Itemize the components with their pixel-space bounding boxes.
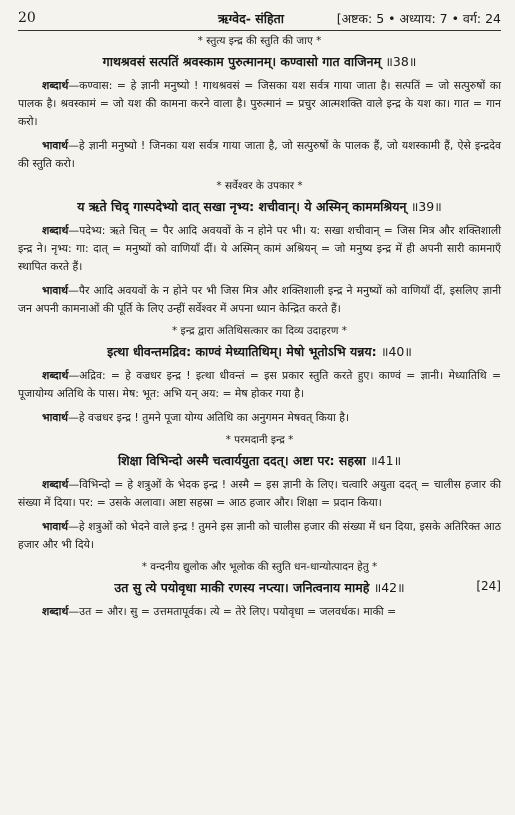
section-heading-40: * इन्द्र द्वारा अतिथिसत्कार का दिव्य उदाहरण * [171,325,348,337]
mantra-text: य ऋते चिद् गास्पदेभ्यो दात् सखा नृभ्य: शचीवान्। ये अस्मिन् काममश्रियन् [77,199,407,214]
bhavarth-39 [18,282,501,318]
mantra-40 [18,343,501,360]
shabdarth-label: शब्दार्थ [42,79,69,92]
shabdarth-text: —अद्रिव: = हे वज्रधर इन्द्र ! इत्था धीवन्तं = इस प्रकार स्तुति करते हुए। काण्वं = ज्ञानी। मेध्यातिथि = पूजायोग्य अतिथि के पास। मेष: भूत: अभि यन् अय: = मेष होकर गया है। [18,369,501,400]
mantra-39 [18,198,501,215]
section-heading-42: * वन्दनीय द्युलोक और भूलोक की स्तुति धन-धान्योत्पादन हेतु * [141,561,378,573]
bhavarth-text: —हे ज्ञानी मनुष्यो ! जिनका यश सर्वत्र गाया जाता है, जो सत्पुरुषों के पालक हैं, जो यशस्कामी हैं, ऐसे इन्द्रदेव की स्तुति करो। [18,139,501,170]
shabdarth-label: शब्दार्थ [42,478,69,491]
bhavarth-label: भावार्थ [42,411,69,424]
mantra-number: ॥38॥ [385,54,417,69]
mantra-number: ॥41॥ [370,453,402,468]
mantra-text: इत्था धीवन्तमद्रिव: काण्वं मेध्यातिथिम्। मेषो भूतोऽभि यन्नय: [107,344,377,359]
shabdarth-40 [18,367,501,403]
bhavarth-40 [18,409,501,427]
shabdarth-42 [18,603,501,621]
shabdarth-41 [18,476,501,512]
mantra-text: शिक्षा विभिन्दो अस्मै चत्वार्ययुता ददत्। अष्टा पर: सहस्रा [117,453,366,468]
mantra-text: उत सु त्ये पयोवृधा माकी रणस्य नप्त्या। जनित्वनाय मामहे [114,580,370,595]
mantra-41 [18,452,501,469]
bhavarth-text: —पैर आदि अवयवों के न होने पर भी जिस मित्र और शक्तिशाली इन्द्र ने मनुष्यों को वाणियाँ दीं, इसलिए ज्ञानी जन अपनी कामनाओं की पूर्ति के लिए उन्हीं सर्वेश्वर में अपना ध्यान केन्द्रित करते हैं। [18,284,501,315]
bhavarth-label: भावार्थ [42,139,69,152]
section-heading-39: * सर्वेश्वर के उपकार * [216,180,303,192]
shabdarth-label: शब्दार्थ [42,605,69,618]
shabdarth-38 [18,77,501,131]
bhavarth-38 [18,137,501,173]
shabdarth-text: —विभिन्दो = हे शत्रुओं के भेदक इन्द्र ! अस्मै = इस ज्ञानी के लिए। चत्वारि अयुता ददत् = चालीस हजार की संख्या में दिया। पर: = उसके अलावा। अष्टा सहस्रा = आठ हजार और। शिक्षा = प्रदान किया। [18,478,501,509]
varga-tag: [24] [476,579,501,593]
shabdarth-39 [18,222,501,276]
mantra-42 [18,579,501,596]
shabdarth-text: —पदेभ्य: ऋते चित् = पैर आदि अवयवों के न होने पर भी। य: सखा शचीवान् = जिस मित्र और शक्तिशाली इन्द्र ने। नृभ्य: गा: दात् = मनुष्यों को वाणियाँ दीं। ये अस्मिन् कामं अश्रियन् = जो मनुष्य इन्द्र में ही अपनी सारी कामनाएँ स्थापित करते हैं। [18,224,501,273]
shabdarth-text: —कण्वास: = हे ज्ञानी मनुष्यो ! गाथश्रवसं = जिसका यश सर्वत्र गाया जाता है। सत्पतिं = जो सत्पुरुषों का पालक है। श्रवस्कामं = जो यश की कामना करने वाला है। पुरुत्मानं = प्रचुर आत्मशक्ति वाले इन्द्र के यश का। गात = गान करो। [18,79,501,128]
bhavarth-label: भावार्थ [42,284,69,297]
page-title: ऋग्वेद- संहिता [218,11,284,26]
mantra-number: ॥42॥ [373,580,405,595]
section-heading-38: * स्तुत्य इन्द्र की स्तुति की जाए * [197,35,322,47]
shabdarth-label: शब्दार्थ [42,224,69,237]
bhavarth-label: भावार्थ [42,520,69,533]
shabdarth-text: —उत = और। सु = उत्तमतापूर्वक। त्ये = तेरे लिए। पयोवृधा = जलवर्धक। माकी = [68,605,397,618]
mantra-number: ॥39॥ [410,199,442,214]
bhavarth-text: —हे वज्रधर इन्द्र ! तुमने पूजा योग्य अतिथि का अनुगमन मेषवत् किया है। [68,411,350,424]
header-rule [18,30,501,31]
mantra-38 [18,53,501,70]
section-locator: [अष्टक: 5 • अध्याय: 7 • वर्ग: 24 [336,11,501,26]
page-number: 20 [18,10,36,26]
shabdarth-label: शब्दार्थ [42,369,69,382]
page-header [18,8,501,30]
bhavarth-text: —हे शत्रुओं को भेदने वाले इन्द्र ! तुमने इस ज्ञानी को चालीस हजार की संख्या में धन दिया, इसके अतिरिक्त आठ हजार और भी दिये। [18,520,501,551]
mantra-text: गाथश्रवसं सत्पतिं श्रवस्काम पुरुत्मानम्। कण्वासो गात वाजिनम् [102,54,382,69]
mantra-number: ॥40॥ [380,344,412,359]
section-heading-41: * परमदानी इन्द्र * [225,434,294,446]
bhavarth-41 [18,518,501,554]
